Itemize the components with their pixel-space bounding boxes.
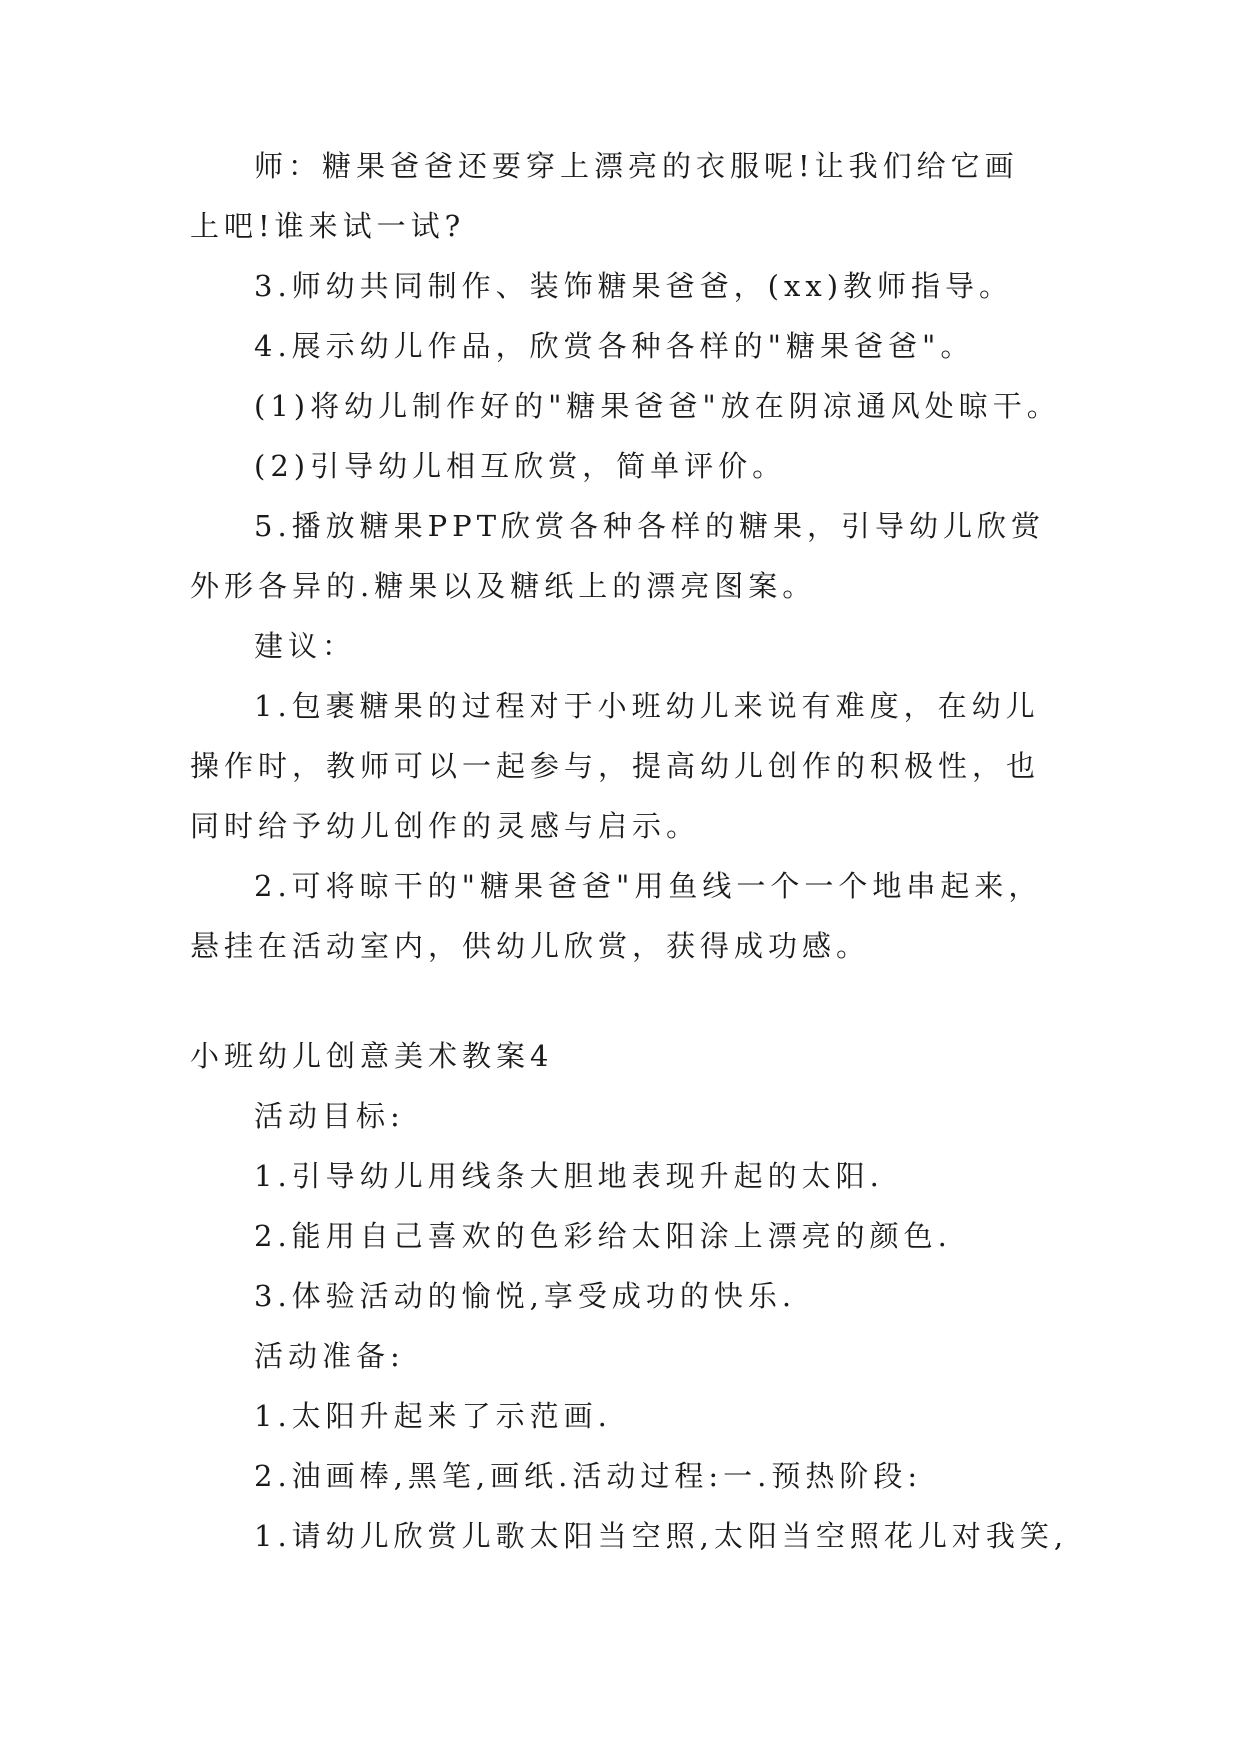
paragraph-suggestion-2: 2.可将晾干的"糖果爸爸"用鱼线一个一个地串起来，悬挂在活动室内，供幼儿欣赏，获得成功感。	[190, 869, 1043, 963]
section-line-prep-1: 1.太阳升起来了示范画.	[254, 1399, 612, 1433]
paragraph-step-4-1: (1)将幼儿制作好的"糖果爸爸"放在阴凉通风处晾干。	[254, 389, 1061, 423]
section-heading: 小班幼儿创意美术教案4	[190, 1039, 554, 1073]
paragraph-step-3: 3.师幼共同制作、装饰糖果爸爸，(xx)教师指导。	[254, 269, 1014, 303]
section-line-goal-3: 3.体验活动的愉悦,享受成功的快乐.	[254, 1279, 797, 1313]
section-line-goals-heading: 活动目标:	[254, 1099, 405, 1133]
section-line-prep-2: 2.油画棒,黑笔,画纸.活动过程:一.预热阶段:	[254, 1459, 923, 1493]
section-line-prep-heading: 活动准备:	[254, 1339, 405, 1373]
paragraph-step-4-2: (2)引导幼儿相互欣赏，简单评价。	[254, 449, 787, 483]
paragraph-teacher-dialogue: 师：糖果爸爸还要穿上漂亮的衣服呢!让我们给它画上吧!谁来试一试?	[190, 149, 1019, 243]
paragraph-step-4: 4.展示幼儿作品，欣赏各种各样的"糖果爸爸"。	[254, 329, 975, 363]
paragraph-step-5: 5.播放糖果PPT欣赏各种各样的糖果，引导幼儿欣赏外形各异的.糖果以及糖纸上的漂亮图案。	[190, 509, 1046, 603]
section-line-process-1: 1.请幼儿欣赏儿歌太阳当空照,太阳当空照花儿对我笑,	[254, 1519, 1069, 1553]
paragraph-suggestion-heading: 建议：	[254, 629, 357, 663]
section-line-goal-1: 1.引导幼儿用线条大胆地表现升起的太阳.	[254, 1159, 884, 1193]
paragraph-suggestion-1: 1.包裹糖果的过程对于小班幼儿来说有难度，在幼儿操作时，教师可以一起参与，提高幼儿创作的积极性，也同时给予幼儿创作的灵感与启示。	[190, 689, 1041, 843]
section-line-goal-2: 2.能用自己喜欢的色彩给太阳涂上漂亮的颜色.	[254, 1219, 952, 1253]
